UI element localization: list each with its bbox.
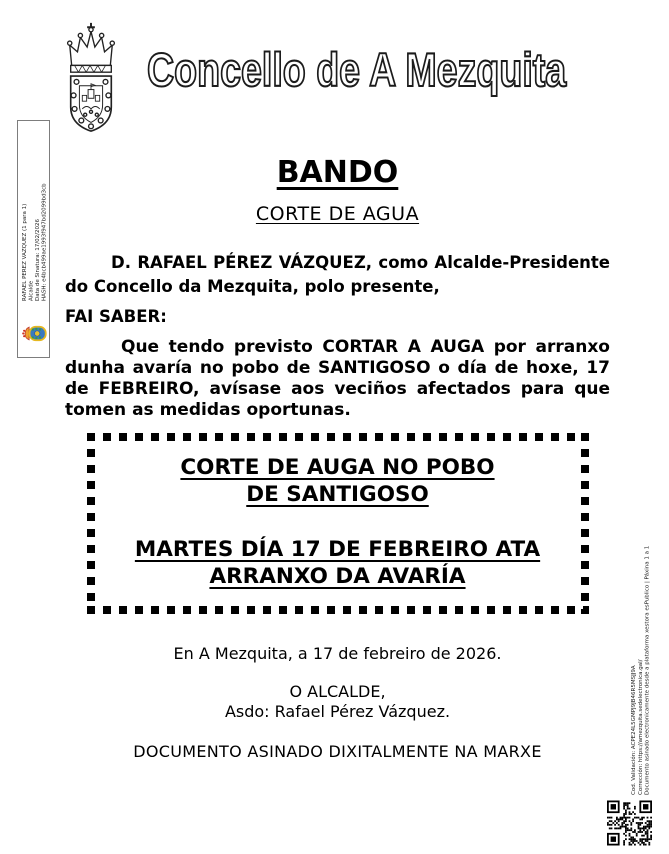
signer-role-line: Alcalde — [28, 280, 35, 301]
mayor-role-line: O ALCALDE, — [289, 682, 386, 701]
signature-hash-line: HASH: e4bcb499ae1993f947bd2099bd3cb — [41, 183, 48, 301]
signature-margin-box — [17, 120, 50, 358]
signer-name-line: RAFAEL PEREZ VAZQUEZ (1 para 1) — [22, 203, 28, 301]
digital-signature-note: DOCUMENTO ASINADO DIXITALMENTE NA MARXE — [133, 742, 542, 761]
mayor-signature-line: Asdo: Rafael Pérez Vázquez. — [224, 702, 451, 721]
coat-of-arms-icon — [62, 20, 120, 135]
body-paragraph: Que tendo previsto CORTAR A AUGA por arranxo dunha avaría no pobo de SANTIGOSO o día de hoxe, 17 de FEBREIRO, avísase aos veciños afectados para que tomen as medidas oportunas. — [65, 337, 610, 420]
fai-saber-label: FAI SABER: — [65, 307, 167, 326]
municipality-title: Concello de A Mezquita — [147, 43, 567, 96]
intro-paragraph: D. RAFAEL PÉREZ VÁZQUEZ, como Alcalde-Presidente do Concello da Mezquita, polo presente, — [65, 253, 610, 296]
document-body — [65, 155, 610, 762]
qr-code-icon — [607, 799, 652, 847]
signature-date-line: Data de Sinatura: 17/02/2026 — [35, 219, 41, 301]
document-subtitle: CORTE DE AGUA — [255, 203, 420, 225]
validation-code-line: Cod. Validación: ACPE24L5GMPJ9JB46R5MSJJ9A — [631, 665, 637, 795]
date-line: En A Mezquita, a 17 de febreiro de 2026. — [173, 644, 502, 663]
validation-note-line: Documento asinado electronicamente desde a plataforma xestora esPublico | Páxina 1 a 1 — [644, 545, 651, 795]
signature-margin-text — [22, 149, 48, 301]
validation-url-line: Corrección: https://amezquita.sedelectronica.gal/ — [637, 659, 644, 795]
notice-gap — [97, 508, 579, 536]
stamp-icon — [21, 324, 48, 343]
page-title: BANDO — [276, 155, 399, 190]
notice-line-3: MARTES DÍA 17 DE FEBREIRO ATA — [134, 537, 541, 562]
notice-line-2: DE SANTIGOSO — [246, 482, 429, 507]
notice-line-1: CORTE DE AUGA NO POBO — [180, 455, 495, 480]
notice-line-4: ARRANXO DA AVARÍA — [209, 564, 466, 589]
notice-box — [87, 433, 589, 614]
validation-margin-text — [631, 545, 651, 795]
